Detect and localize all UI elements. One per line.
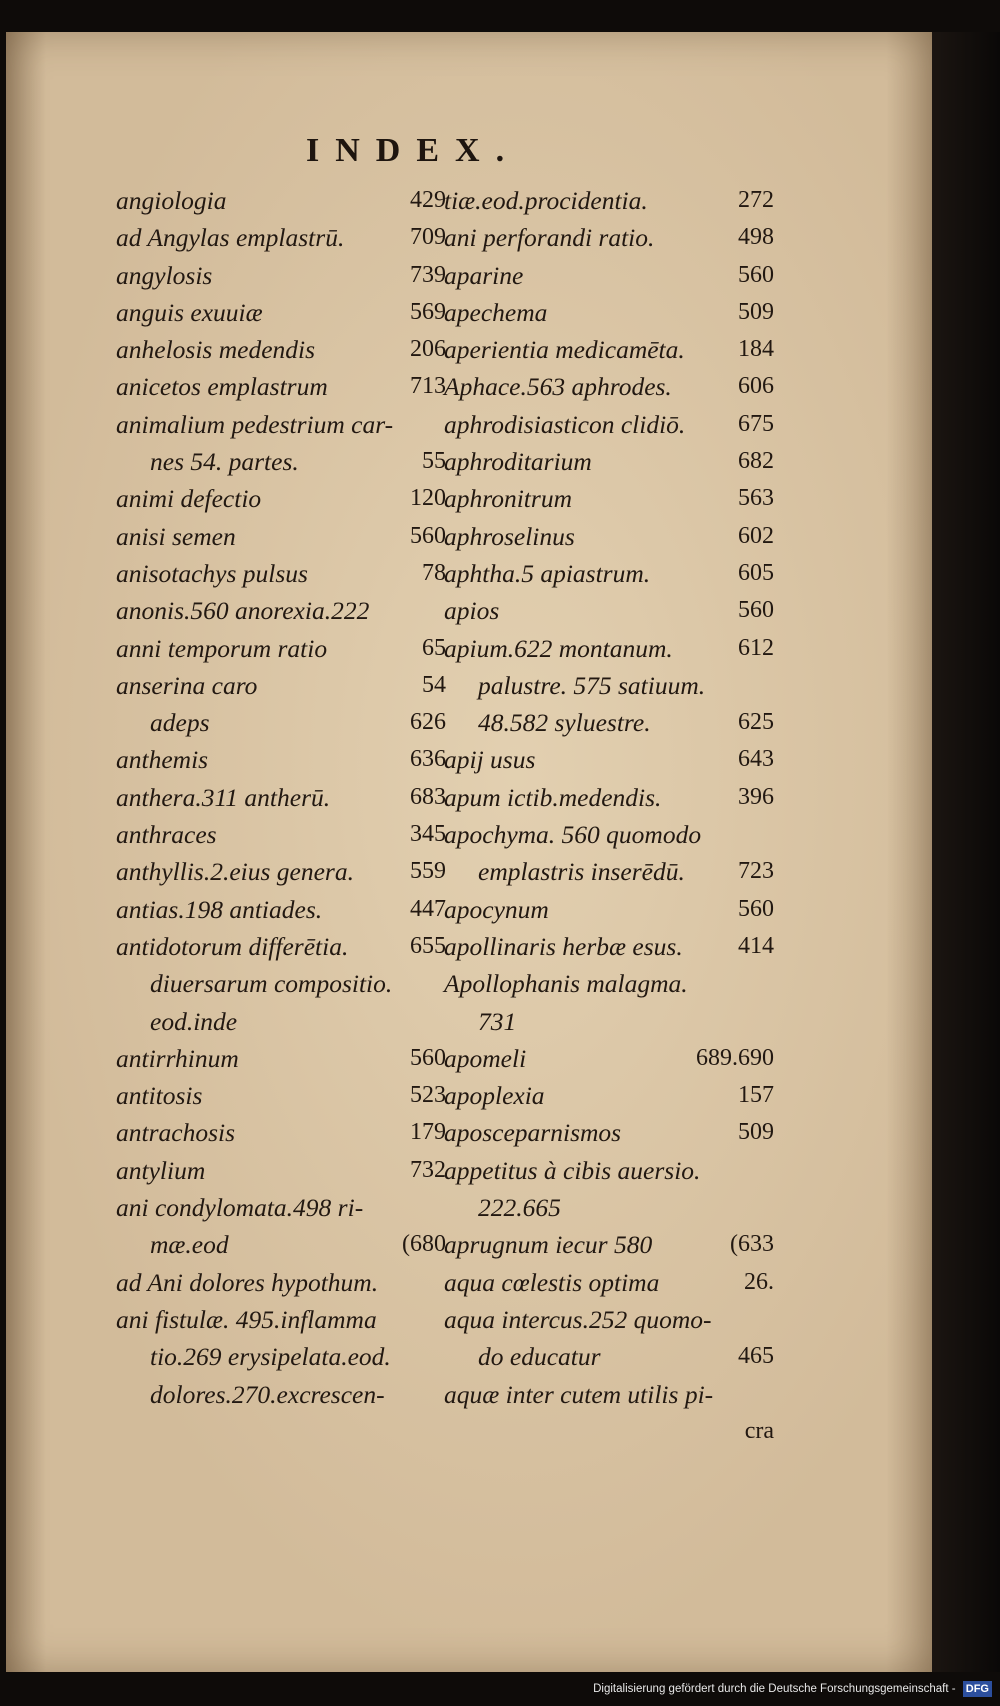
index-term: aprugnum iecur 580 — [444, 1230, 653, 1260]
index-entry — [116, 294, 446, 331]
page-reference: 636 — [410, 746, 446, 773]
page-reference: 723 — [738, 858, 774, 885]
index-term: aphroditarium — [444, 447, 592, 477]
index-entry — [444, 1376, 774, 1413]
index-entry — [116, 1040, 446, 1077]
index-term: Apollophanis malagma. — [444, 969, 688, 999]
index-term: anisi semen — [116, 521, 236, 551]
index-entry — [116, 1077, 446, 1114]
index-entry — [116, 741, 446, 778]
index-entry — [444, 1301, 774, 1338]
index-entry — [116, 816, 446, 853]
page-reference: 206 — [410, 336, 446, 363]
index-entry — [444, 1264, 774, 1301]
page-reference: 120 — [410, 485, 446, 512]
page-reference: (633 — [730, 1231, 774, 1258]
index-term: do educatur — [478, 1342, 601, 1372]
index-term: Aphace.563 aphrodes. — [444, 372, 672, 402]
index-term: anserina caro — [116, 670, 258, 700]
index-term: aparine — [444, 260, 524, 290]
page-reference: 682 — [738, 448, 774, 475]
index-term: 731 — [478, 1006, 517, 1036]
index-entry — [116, 891, 446, 928]
index-term: apij usus — [444, 745, 536, 775]
index-entry — [116, 592, 446, 629]
index-term: 222.665 — [478, 1193, 561, 1223]
page-reference: 739 — [410, 261, 446, 288]
index-term: antirrhinum — [116, 1043, 239, 1073]
page-reference: 569 — [410, 298, 446, 325]
index-term: emplastris inserēdū. — [478, 857, 685, 887]
index-term: antylium — [116, 1155, 206, 1185]
index-term: ad Ani dolores hypothum. — [116, 1267, 379, 1297]
page-reference: 560 — [410, 522, 446, 549]
index-entry — [444, 406, 774, 443]
page-reference: 732 — [410, 1156, 446, 1183]
page-reference: 625 — [738, 709, 774, 736]
index-term: anisotachys pulsus — [116, 558, 308, 588]
page-reference: 523 — [410, 1082, 446, 1109]
index-entry — [444, 1338, 774, 1375]
index-entry — [116, 1301, 446, 1338]
index-term: apomeli — [444, 1043, 527, 1073]
index-entry — [444, 518, 774, 555]
index-term: angylosis — [116, 260, 213, 290]
index-term: apoplexia — [444, 1081, 545, 1111]
index-column-left — [116, 182, 446, 1413]
index-entry — [444, 1114, 774, 1151]
footer-credit-text: Digitalisierung gefördert durch die Deutsche Forschungsgemeinschaft - — [593, 1683, 956, 1695]
index-entry — [444, 779, 774, 816]
page-reference: 429 — [410, 187, 446, 213]
index-entry — [444, 219, 774, 256]
page-reference: 345 — [410, 821, 446, 848]
page-reference: 689.690 — [696, 1044, 774, 1071]
index-term: apocynum — [444, 894, 549, 924]
page-reference: 560 — [738, 597, 774, 624]
index-term: aperientia medicamēta. — [444, 335, 685, 365]
index-term: antrachosis — [116, 1118, 236, 1148]
page-reference: 465 — [738, 1343, 774, 1370]
index-entry — [444, 368, 774, 405]
index-entry — [444, 853, 774, 890]
page-reference: 509 — [738, 298, 774, 325]
page-reference: 184 — [738, 336, 774, 363]
index-term: apios — [444, 596, 500, 626]
index-entry — [444, 1189, 774, 1226]
page-reference: 498 — [738, 224, 774, 251]
page-reference: 179 — [410, 1119, 446, 1146]
page-reference: 643 — [738, 746, 774, 773]
index-entry — [116, 1338, 446, 1375]
index-entry — [116, 219, 446, 256]
footer-credit — [0, 1681, 992, 1701]
index-term: aphronitrum — [444, 484, 572, 514]
index-term: eod.inde — [150, 1006, 238, 1036]
page-reference: 54 — [422, 671, 446, 698]
page-reference: 563 — [738, 485, 774, 512]
scan-background — [932, 32, 1000, 1672]
index-term: ad Angylas emplastrū. — [116, 223, 345, 253]
index-term: mæ.eod — [150, 1230, 229, 1260]
index-term: anthyllis.2.eius genera. — [116, 857, 354, 887]
index-entry — [444, 1226, 774, 1263]
index-entry — [116, 406, 446, 443]
page-reference: (680 — [402, 1231, 446, 1258]
page-reference: 559 — [410, 858, 446, 885]
index-entry — [444, 1413, 774, 1450]
index-entry — [444, 1152, 774, 1189]
index-entry — [444, 1003, 774, 1040]
index-entry — [116, 1376, 446, 1413]
index-entry — [444, 741, 774, 778]
index-entry — [444, 1040, 774, 1077]
index-term: diuersarum compositio. — [150, 969, 393, 999]
index-term: adeps — [150, 708, 210, 738]
index-term: 48.582 syluestre. — [478, 708, 651, 738]
index-entry — [444, 667, 774, 704]
index-entry — [444, 182, 774, 219]
index-entry — [116, 965, 446, 1002]
index-entry — [444, 592, 774, 629]
index-term: anhelosis medendis — [116, 335, 316, 365]
index-term: aphroselinus — [444, 521, 575, 551]
index-term: apollinaris herbæ esus. — [444, 931, 683, 961]
index-term: aphtha.5 apiastrum. — [444, 558, 651, 588]
index-term: anthera.311 antherū. — [116, 782, 331, 812]
index-term: apum ictib.medendis. — [444, 782, 662, 812]
index-term: anguis exuuiæ — [116, 297, 263, 327]
index-term: ani fistulæ. 495.inflamma — [116, 1304, 377, 1334]
index-entry — [116, 555, 446, 592]
index-entry — [116, 1226, 446, 1263]
index-term: anonis.560 anorexia.222 — [116, 596, 370, 626]
index-term: anthemis — [116, 745, 209, 775]
index-term: animalium pedestrium car- — [116, 409, 394, 439]
index-term: tio.269 erysipelata.eod. — [150, 1342, 391, 1372]
index-term: ani perforandi ratio. — [444, 223, 655, 253]
page-reference: 272 — [738, 187, 774, 213]
index-entry — [116, 779, 446, 816]
index-entry — [444, 331, 774, 368]
index-term: anicetos emplastrum — [116, 372, 328, 402]
index-entry — [116, 1152, 446, 1189]
page-reference: 78 — [422, 559, 446, 586]
page-reference: 509 — [738, 1119, 774, 1146]
page-reference: 560 — [738, 895, 774, 922]
index-entry — [116, 518, 446, 555]
page-reference: 683 — [410, 783, 446, 810]
index-entry — [116, 667, 446, 704]
index-term: aposceparnismos — [444, 1118, 622, 1148]
index-term: dolores.270.excrescen- — [150, 1379, 385, 1409]
index-entry — [116, 257, 446, 294]
index-entry — [444, 704, 774, 741]
index-entry — [116, 630, 446, 667]
index-term: nes 54. partes. — [150, 447, 299, 477]
index-entry — [444, 257, 774, 294]
page-reference: 612 — [738, 634, 774, 661]
index-entry — [444, 630, 774, 667]
index-term: apochyma. 560 quomodo — [444, 820, 702, 850]
page-reference: 560 — [738, 261, 774, 288]
index-entry — [116, 928, 446, 965]
page-reference: 414 — [738, 932, 774, 959]
index-entry — [444, 480, 774, 517]
index-entry — [444, 965, 774, 1002]
page-reference: 396 — [738, 783, 774, 810]
page-reference: 655 — [410, 932, 446, 959]
page-reference: 560 — [410, 1044, 446, 1071]
index-entry — [444, 928, 774, 965]
index-entry — [444, 294, 774, 331]
page-reference: cra — [744, 1417, 774, 1444]
index-term: antitosis — [116, 1081, 203, 1111]
index-entry — [444, 1077, 774, 1114]
index-entry — [116, 443, 446, 480]
index-entry — [444, 816, 774, 853]
index-term: palustre. 575 satiuum. — [478, 670, 706, 700]
page-reference: 675 — [738, 410, 774, 437]
page-reference: 447 — [410, 895, 446, 922]
index-entry — [444, 891, 774, 928]
index-term: anthraces — [116, 820, 217, 850]
index-entry — [116, 182, 446, 219]
index-entry — [116, 368, 446, 405]
page-reference: 55 — [422, 448, 446, 475]
index-entry — [116, 1003, 446, 1040]
page-reference: 26. — [744, 1268, 774, 1295]
page-title: INDEX. — [306, 132, 521, 169]
index-term: apium.622 montanum. — [444, 633, 673, 663]
index-term: animi defectio — [116, 484, 262, 514]
index-entry — [116, 853, 446, 890]
dfg-logo: DFG — [963, 1681, 992, 1697]
index-entry — [116, 331, 446, 368]
page-reference: 626 — [410, 709, 446, 736]
index-term: tiæ.eod.procidentia. — [444, 186, 648, 215]
index-entry — [116, 480, 446, 517]
index-entry — [116, 1264, 446, 1301]
index-term: apechema — [444, 297, 548, 327]
index-entry — [444, 555, 774, 592]
index-entry — [116, 1189, 446, 1226]
index-term: antias.198 antiades. — [116, 894, 323, 924]
index-column-right — [444, 182, 774, 1450]
page-reference: 606 — [738, 373, 774, 400]
page-reference: 709 — [410, 224, 446, 251]
page-reference: 605 — [738, 559, 774, 586]
index-term: aquæ inter cutem utilis pi- — [444, 1379, 714, 1409]
page-reference: 602 — [738, 522, 774, 549]
index-term: ani condylomata.498 ri- — [116, 1193, 364, 1223]
index-term: aqua intercus.252 quomo- — [444, 1304, 712, 1334]
index-entry — [444, 443, 774, 480]
index-term: aqua cœlestis optima — [444, 1267, 660, 1297]
index-term: angiologia — [116, 186, 227, 215]
page-reference: 713 — [410, 373, 446, 400]
index-term: aphrodisiasticon clidiō. — [444, 409, 686, 439]
index-entry — [116, 1114, 446, 1151]
page-reference: 65 — [422, 634, 446, 661]
index-entry — [116, 704, 446, 741]
index-term: anni temporum ratio — [116, 633, 328, 663]
index-term: antidotorum differētia. — [116, 931, 349, 961]
page-reference: 157 — [738, 1082, 774, 1109]
index-term: appetitus à cibis auersio. — [444, 1155, 701, 1185]
